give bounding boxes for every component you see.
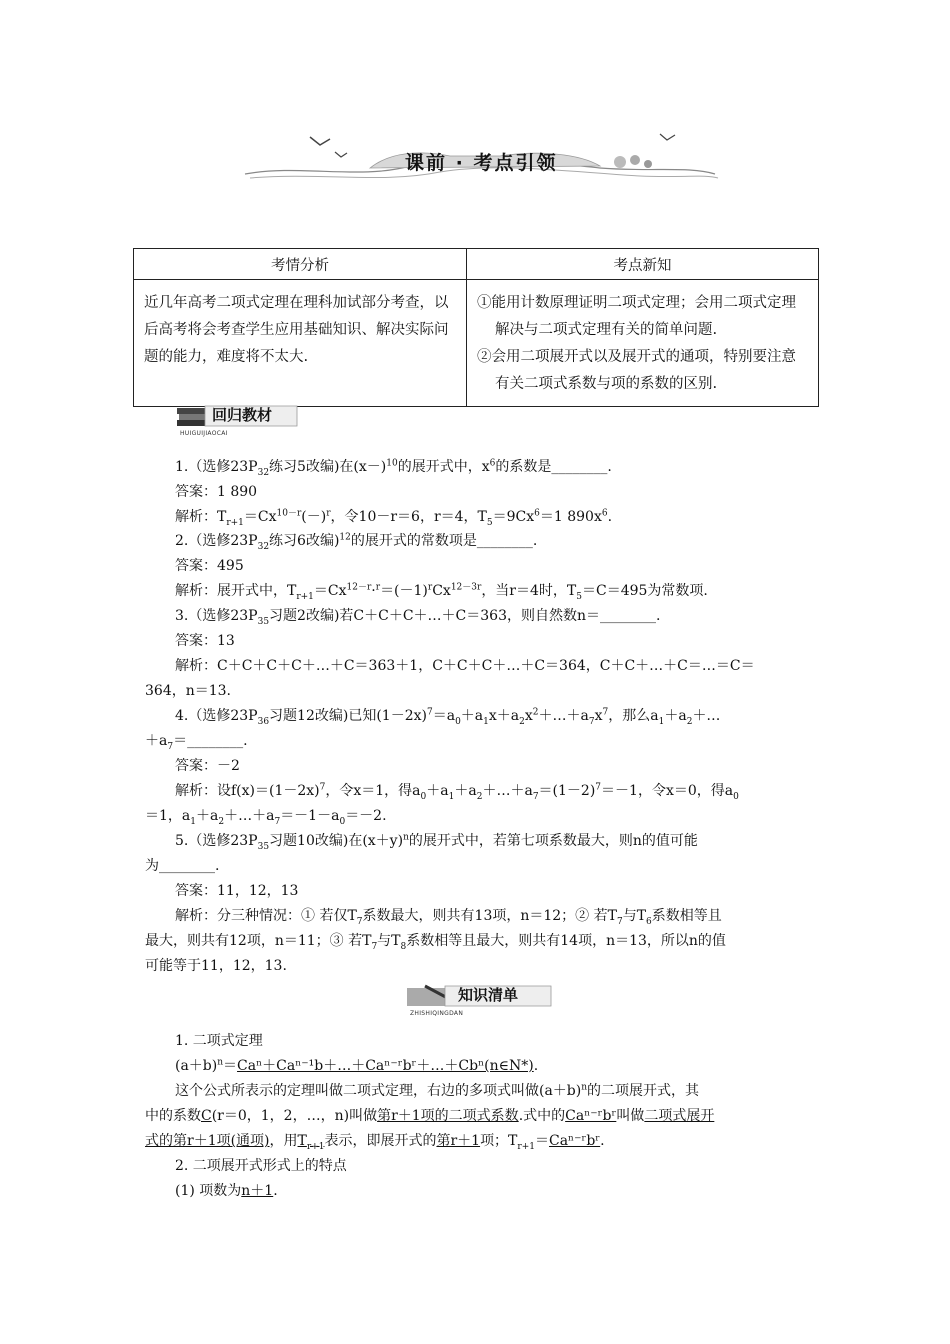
problem-5-line-1: 5.（选修$23P_{35}$习题10改编)在$(x+y)^n$的展开式中，若第七项系数最大，则n的值可能 xyxy=(175,832,698,852)
knowledge-item-2: ②会用二项展开式以及展开式的通项，特别要注意有关二项式系数与项的系数的区别. xyxy=(477,349,796,392)
knowledge-heading-2: 2. 二项展开式形式上的特点 xyxy=(175,1158,347,1174)
answer-3: 答案：13 xyxy=(175,633,235,649)
explanation-5-line-3: 可能等于11，12，13. xyxy=(145,958,287,974)
explanation-4-line-2: ＝1，$a_1+a_2+\dots+a_7=-1-a_0=-2$. xyxy=(145,808,387,827)
explanation-4-line-1: 解析：设$f(x)=(1-2x)^7$，令x＝1，得$a_0+a_1+a_2+\dots+a_7=(1-2)^7=-1$，令x＝0，得$a_0$ xyxy=(175,782,739,802)
analysis-cell: 近几年高考二项式定理在理科加试部分考查，以后高考将会考查学生应用基础知识、解决实际问题的能力，难度将不太大. xyxy=(134,280,467,407)
problem-3: 3.（选修$23P_{35}$习题2改编)若C＋C＋C＋…＋C＝363，则自然数n＝________. xyxy=(175,608,661,627)
problem-4-line-1: 4.（选修$23P_{36}$习题12改编)已知$(1-2x)^7=a_0+a_1x+a_2x^2+\dots+a_7x^7$，那么$a_1+a_2+\dots$ xyxy=(175,707,721,727)
knowledge-cell xyxy=(467,280,819,407)
explanation-2: 解析：展开式中，$T_{r+1}=Cx^{12-r}\cdot^r=(-1)^rCx^{12-3r}$，当r＝4时，$T_5=C=495$为常数项. xyxy=(175,582,708,602)
problem-5-line-2: 为________. xyxy=(145,858,220,874)
section-pinyin-back-to-textbook: HUIGUIJIAOCAI xyxy=(180,430,228,437)
knowledge-item-1: ①能用计数原理证明二项式定理；会用二项式定理解决与二项式定理有关的简单问题. xyxy=(477,295,796,338)
explanation-3-line-1: 解析：C＋C＋C＋C＋…＋C＝363＋1，C＋C＋C＋…＋C＝364，C＋C＋…＋C＝…＝C＝ xyxy=(175,658,755,674)
answer-4: 答案：－2 xyxy=(175,758,240,774)
section-title-knowledge-list: 知识清单 xyxy=(458,986,519,1004)
table-header-knowledge: 考点新知 xyxy=(467,249,819,280)
explanation-5-line-2: 最大，则共有12项，n＝11；③ 若$T_7$与$T_8$系数相等且最大，则共有14项，n＝13，所以n的值 xyxy=(145,933,726,952)
feature-item-1: (1) 项数为n＋1. xyxy=(175,1183,278,1199)
theorem-text-line-1: 这个公式所表示的定理叫做二项式定理，右边的多项式叫做$(a+b)^n$的二项展开式，其 xyxy=(175,1082,700,1099)
problem-1: 1.（选修$23P_{32}$练习5改编)在$(x-)^{10}$的展开式中，$x^6$的系数是________. xyxy=(175,458,612,478)
answer-2: 答案：495 xyxy=(175,558,244,574)
section-pinyin-knowledge-list: ZHISHIQINGDAN xyxy=(410,1010,464,1017)
table-header-analysis: 考情分析 xyxy=(134,249,467,280)
exam-info-table xyxy=(133,248,819,407)
explanation-5-line-1: 解析：分三种情况：① 若仅$T_7$系数最大，则共有13项，n＝12；② 若$T_7$与$T_6$系数相等且 xyxy=(175,908,722,927)
answer-5: 答案：11，12，13 xyxy=(175,883,299,899)
problem-2: 2.（选修$23P_{32}$练习6改编)$^{12}$的展开式的常数项是________. xyxy=(175,532,538,552)
answer-1: 答案：1 890 xyxy=(175,484,258,500)
problem-4-line-2: $+a_7=\_\_\_\_\_\_\_\_$. xyxy=(145,733,248,752)
theorem-text-line-3: 式的第r＋1项(通项)，用$T_{r+1}$表示，即展开式的第r＋1项；$T_{r+1}=Ca^{n-}ʳbʳ$. xyxy=(145,1133,605,1152)
binomial-formula: $(a+b)^n=Ca^n+Ca^{n-1}b+\dots+Ca^{n-}ʳbʳ+\dots+Cb^n(n\in N*)$. xyxy=(175,1057,539,1074)
section-title-back-to-textbook: 回归教材 xyxy=(212,406,273,424)
banner-title: 课前 · 考点引领 xyxy=(405,152,558,174)
knowledge-heading-1: 1. 二项式定理 xyxy=(175,1033,263,1049)
explanation-3-line-2: 364，n＝13. xyxy=(145,683,232,699)
theorem-text-line-2: 中的系数C(r＝0，1，2，…，n)叫做第r＋1项的二项式系数.式中的Caⁿ⁻ʳbʳ叫做二项式展开 xyxy=(145,1108,715,1124)
explanation-1: 解析：$T_{r+1}=Cx^{10-r}(-)^r$，令10－r＝6，r＝4，$T_5=9Cx^6=1$ $890x^6$. xyxy=(175,508,613,528)
